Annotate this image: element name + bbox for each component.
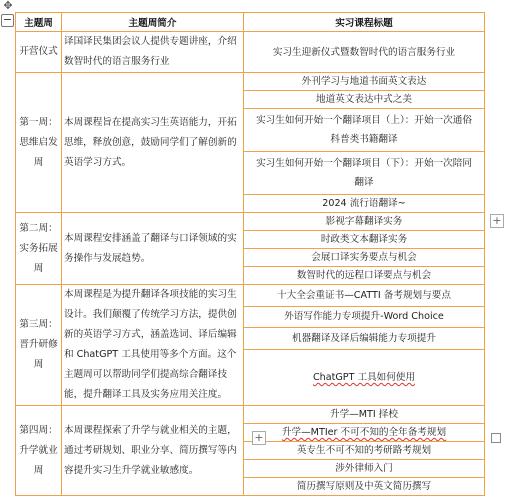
course-cell: 实习生如何开始一个翻译项目（上）：开始一次通俗科普类书籍翻译 — [244, 109, 485, 152]
course-cell: 影视字幕翻译实务 — [244, 213, 485, 231]
add-column-plus-icon[interactable]: + — [490, 214, 504, 228]
course-cell: 实习生迎新仪式暨数智时代的语言服务行业 — [244, 32, 485, 73]
add-row-plus-icon[interactable]: + — [252, 431, 266, 445]
course-cell: 简历撰写原则及中英文简历撰写 — [244, 478, 485, 496]
week-cell: 开营仪式 — [16, 32, 62, 73]
course-cell: 外语写作能力专项提升-Word Choice — [244, 306, 485, 328]
course-cell: 地道英文表达中式之美 — [244, 91, 485, 109]
week-cell: 第四周：升学就业周 — [16, 406, 62, 496]
course-cell: 英专生不可不知的考研路考规划 — [244, 442, 485, 460]
chatgpt-course-label: ChatGPT 工具如何使用 — [312, 371, 416, 383]
table-row — [16, 213, 485, 231]
course-cell — [244, 349, 485, 405]
table-row — [16, 73, 485, 91]
week-cell: 第二周：实务拓展周 — [16, 213, 62, 285]
course-cell: 十大全会重证书—CATTI 备考规划与要点 — [244, 285, 485, 307]
table-row — [16, 285, 485, 307]
course-cell — [244, 424, 485, 442]
week-cell: 第三周：晋升研修周 — [16, 285, 62, 406]
table-resize-handle-icon[interactable] — [491, 433, 501, 443]
course-cell: 外刊学习与地道书面英文表达 — [244, 73, 485, 91]
week-cell: 第一周：思维启发周 — [16, 73, 62, 213]
course-cell: 涉外律师入门 — [244, 460, 485, 478]
course-cell: 会展口译实务要点与机会 — [244, 249, 485, 267]
course-schedule-table — [15, 12, 485, 496]
header-courses: 实习课程标题 — [244, 13, 485, 32]
course-cell: 时政类文本翻译实务 — [244, 231, 485, 249]
intro-cell: 本周课程安排涵盖了翻译与口译领域的实务操作与发展趋势。 — [62, 213, 244, 285]
intro-cell: 译国译民集团会议人提供专题讲座，介绍数智时代的语言服务行业 — [62, 32, 244, 73]
header-week: 主题周 — [16, 13, 62, 32]
course-cell: 升学—MTI 择校 — [244, 406, 485, 424]
course-cell: 2024 流行语翻译~ — [244, 195, 485, 213]
intro-cell: 本周课程探索了升学与就业相关的主题，通过考研规划、职业分享、简历撰写等内容提升实习生升学就业敏感度。 — [62, 406, 244, 496]
table-row — [16, 32, 485, 73]
course-cell: 机器翻译及译后编辑能力专项提升 — [244, 328, 485, 350]
table-move-handle-icon[interactable]: ✥ — [3, 0, 13, 12]
collapse-minus-icon[interactable]: − — [2, 13, 13, 26]
table-row — [16, 406, 485, 424]
table-header-row — [16, 13, 485, 32]
course-cell: 实习生如何开始一个翻译项目（下）：开始一次陪同翻译 — [244, 152, 485, 195]
course-cell: 数智时代的远程口译要点与机会 — [244, 267, 485, 285]
mtier-course-label: 升学—MTIer 不可不知的全年备考规划 — [281, 427, 447, 438]
intro-cell: 本周课程旨在提高实习生英语能力，开拓思维，释放创意，鼓励同学们了解创新的英语学习方式。 — [62, 73, 244, 213]
intro-cell: 本周课程是为提升翻译各项技能的实习生设计。我们颠覆了传统学习方法，提供创新的英语学习方式，涵盖选词、译后编辑和 ChatGPT 工具使用等多个方面。这个主题周可以帮助同学们提高综合翻译技能，提升翻译工具及实务应用关注度。 — [62, 285, 244, 406]
header-intro: 主题周简介 — [62, 13, 244, 32]
